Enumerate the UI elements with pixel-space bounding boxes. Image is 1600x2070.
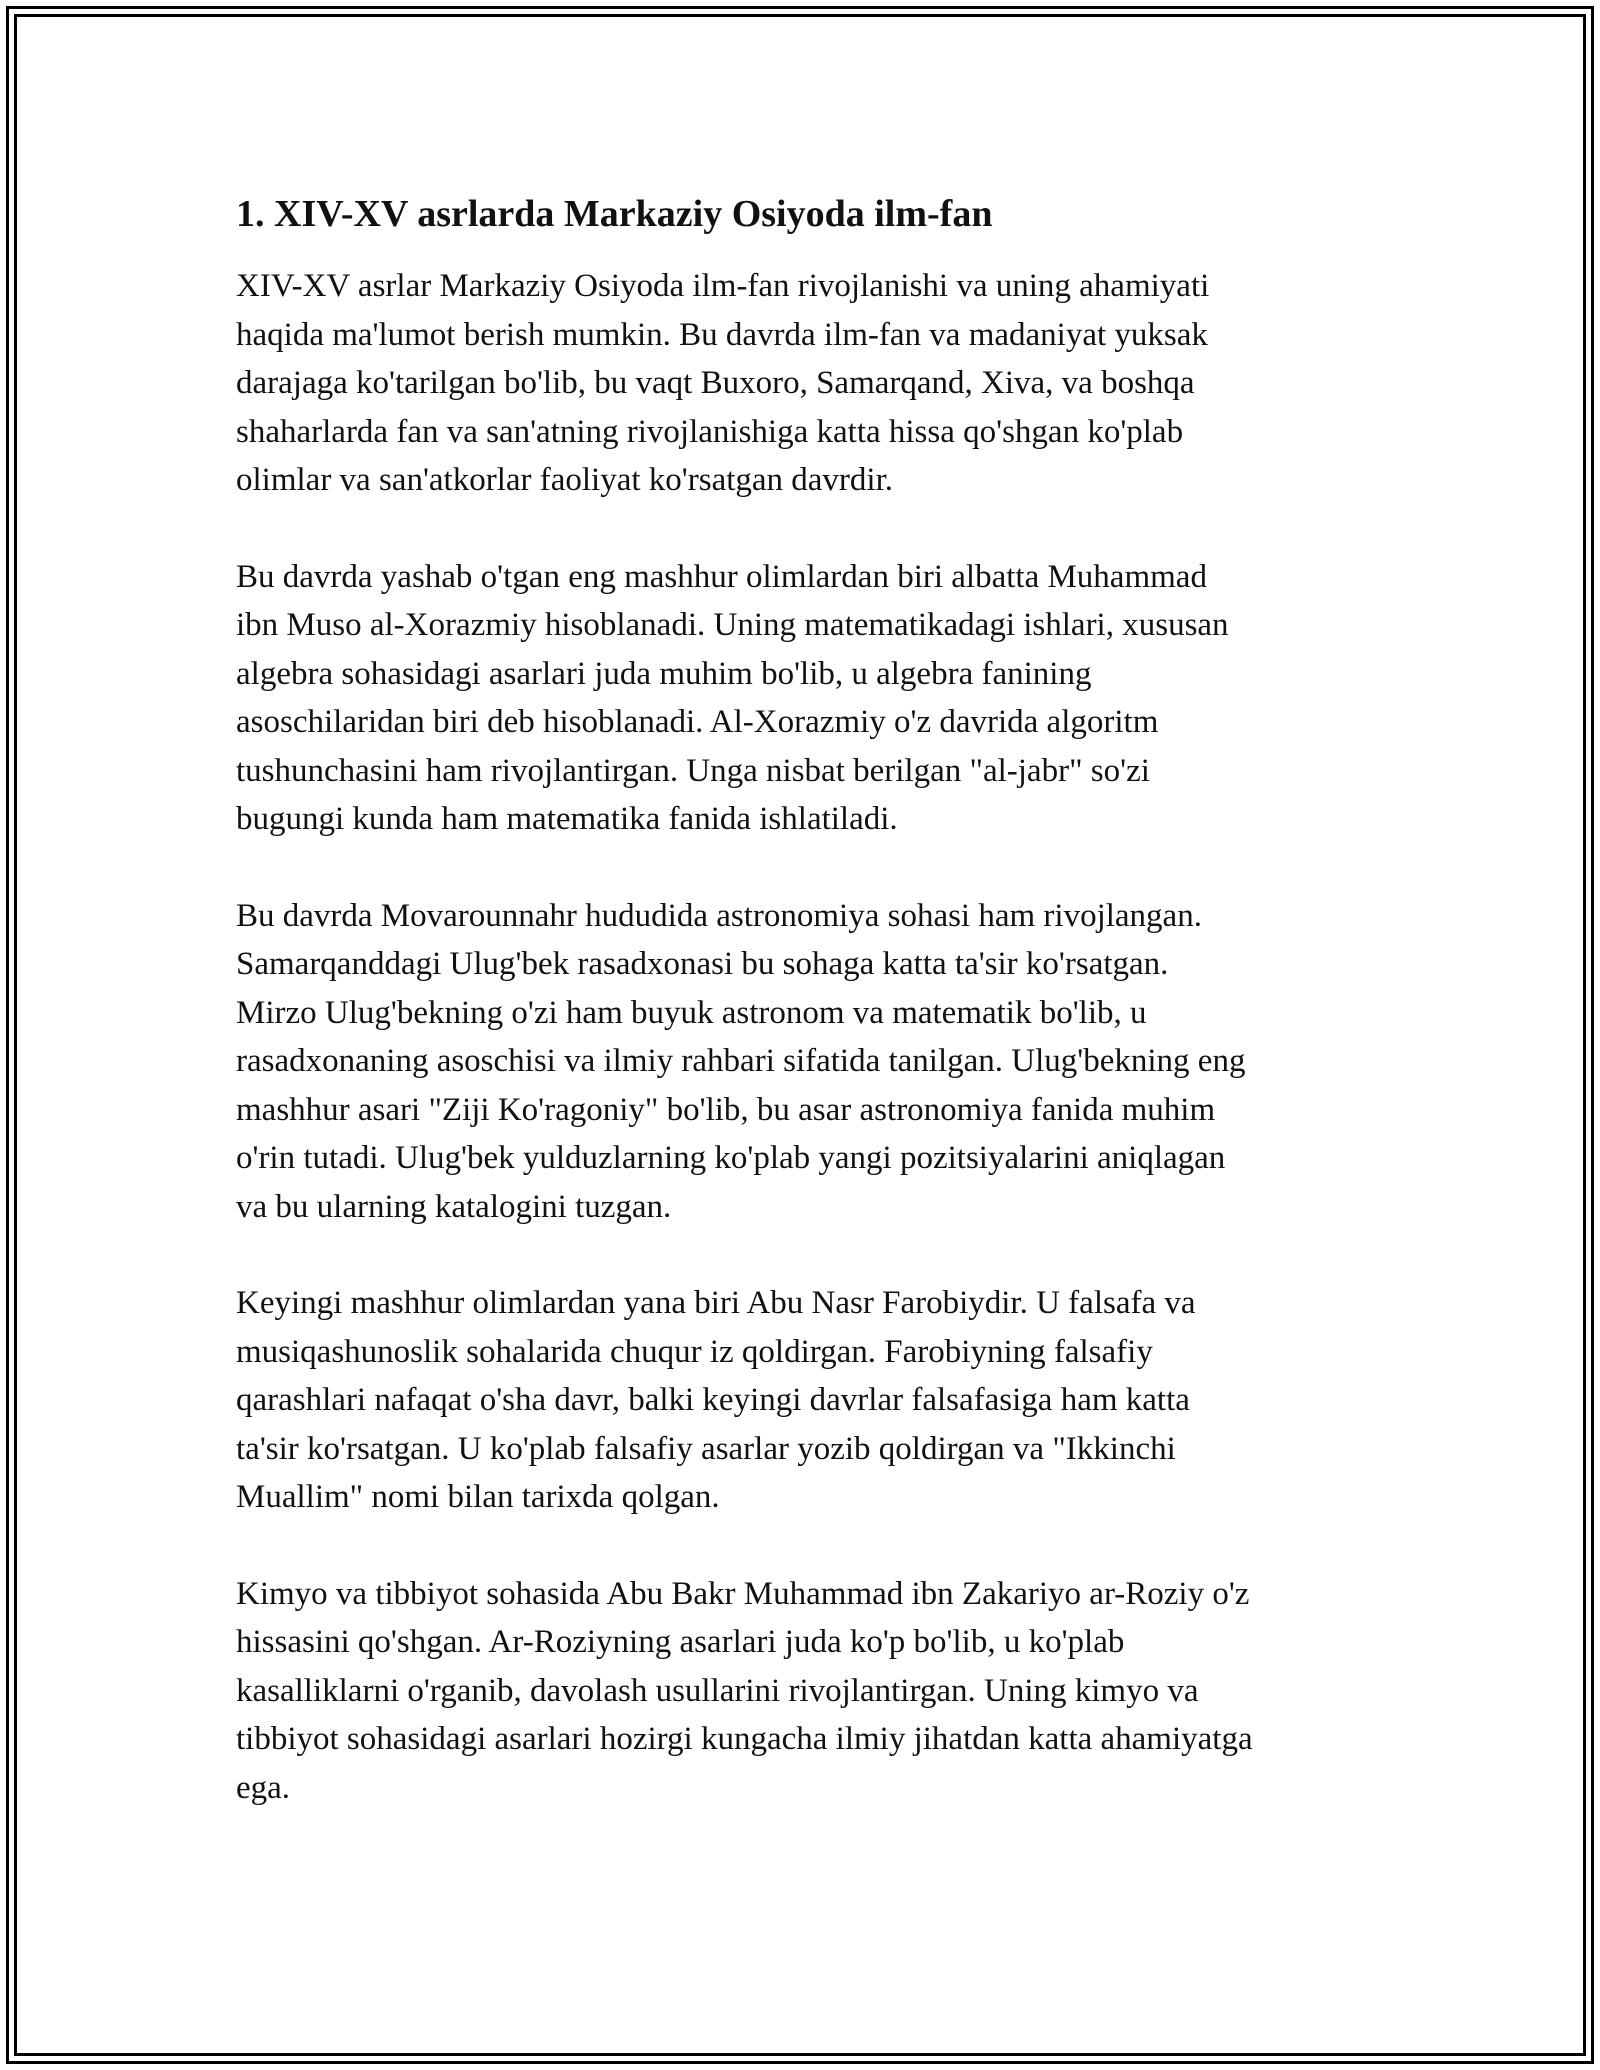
paragraph-xorazmiy: Bu davrda yashab o'tgan eng mashhur olimlardan biri albatta Muhammad ibn Muso al-Xorazmiy hisoblanadi. Uning matematikadagi ishlari, xususan algebra sohasidagi asarlari juda muhim bo'lib, u algebra fanining asoschilaridan biri deb hisoblanadi. Al-Xorazmiy o'z davrida algoritm tushunchasini ham rivojlantirgan. Unga nisbat berilgan "al-jabr" so'zi bugungi kunda ham matematika fanida ishlatiladi. — [236, 558, 1229, 837]
paragraph-intro: XIV-XV asrlar Markaziy Osiyoda ilm-fan rivojlanishi va uning ahamiyati haqida ma'lumot berish mumkin. Bu davrda ilm-fan va madaniyat yuksak darajaga ko'tarilgan bo'lib, bu vaqt Buxoro, Samarqand, Xiva, va boshqa shaharlarda fan va san'atning rivojlanishiga katta hissa qo'shgan ko'plab olimlar va san'atkorlar faoliyat ko'rsatgan davrdir. — [236, 268, 1210, 498]
document-body — [236, 190, 1386, 1860]
paragraph-ulugbek: Bu davrda Movarounnahr hududida astronomiya sohasi ham rivojlangan. Samarqanddagi Ulug'bek rasadxonasi bu sohaga katta ta'sir ko'rsatgan. Mirzo Ulug'bekning o'zi ham buyuk astronom va matematik bo'lib, u rasadxonaning asoschisi va ilmiy rahbari sifatida tanilgan. Ulug'bekning eng mashhur asari "Ziji Ko'ragoniy" bo'lib, bu asar astronomiya fanida muhim o'rin tutadi. Ulug'bek yulduzlarning ko'plab yangi pozitsiyalarini aniqlagan va bu ularning katalogini tuzgan. — [236, 897, 1246, 1225]
paragraph-roziy: Kimyo va tibbiyot sohasida Abu Bakr Muhammad ibn Zakariyo ar-Roziy o'z hissasini qo'shgan. Ar-Roziyning asarlari juda ko'p bo'lib, u ko'plab kasalliklarni o'rganib, davolash usullarini rivojlantirgan. Uning kimyo va tibbiyot sohasidagi asarlari hozirgi kungacha ilmiy jihatdan katta ahamiyatga ega. — [236, 1575, 1253, 1806]
section-heading: 1. XIV-XV asrlarda Markaziy Osiyoda ilm-fan — [236, 193, 993, 235]
paragraph-farobiy: Keyingi mashhur olimlardan yana biri Abu Nasr Farobiydir. U falsafa va musiqashunoslik sohalarida chuqur iz qoldirgan. Farobiyning falsafiy qarashlari nafaqat o'sha davr, balki keyingi davrlar falsafasiga ham katta ta'sir ko'rsatgan. U ko'plab falsafiy asarlar yozib qoldirgan va "Ikkinchi Muallim" nomi bilan tarixda qolgan. — [236, 1285, 1196, 1515]
